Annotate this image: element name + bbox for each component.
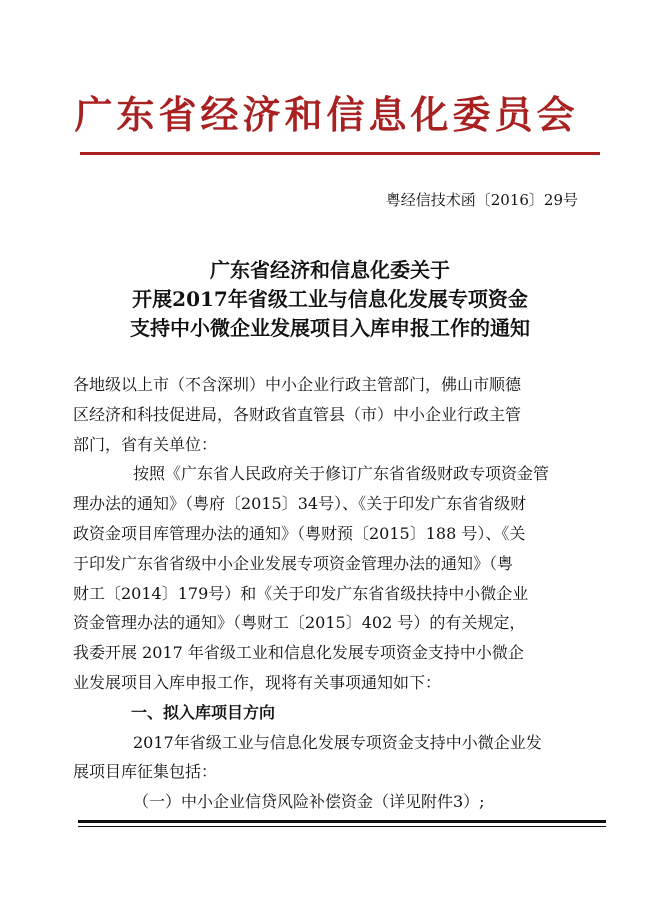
paragraph-line: 于印发广东省省级中小企业发展专项资金管理办法的通知》（粤 <box>73 553 514 573</box>
list-item: （一）中小企业信贷风险补偿资金（详见附件3）; <box>133 792 485 812</box>
paragraph-line: 展项目库征集包括： <box>73 762 218 782</box>
paragraph-line: 业发展项目入库申报工作，现将有关事项通知如下： <box>73 672 442 692</box>
recipients-line: 各地级以上市（不含深圳）中小企业行政主管部门，佛山市顺德 <box>73 375 522 394</box>
paragraph-line: 按照《广东省人民政府关于修订广东省省级财政专项资金管 <box>133 464 550 484</box>
title-line: 广东省经济和信息化委关于 <box>210 258 450 282</box>
paragraph-line: 政资金项目库管理办法的通知》（粤财预〔2015〕188 号）、《关 <box>73 523 526 543</box>
org-header-title: 广东省经济和信息化委员会 <box>74 92 579 137</box>
title-line: 支持中小微企业发展项目入库申报工作的通知 <box>130 316 530 340</box>
notice-body <box>73 370 563 817</box>
footer-rule <box>78 820 606 823</box>
footer-rule-thin <box>78 826 606 827</box>
paragraph-line: 资金管理办法的通知》（粤财工〔2015〕402 号）的有关规定， <box>73 613 526 633</box>
notice-title <box>90 256 570 343</box>
paragraph-line: 2017年省级工业与信息化发展专项资金支持中小微企业发 <box>133 732 542 752</box>
document-number: 粤经信技术函〔2016〕29号 <box>385 191 578 209</box>
paragraph-line: 理办法的通知》（粤府〔2015〕34号）、《关于印发广东省省级财 <box>73 494 527 514</box>
paragraph-line: 我委开展 2017 年省级工业和信息化发展专项资金支持中小微企 <box>73 643 524 663</box>
title-line: 开展2017年省级工业与信息化发展专项资金 <box>132 287 528 311</box>
paragraph-line: 财工〔2014〕179号）和《关于印发广东省省级扶持中小微企业 <box>73 583 529 603</box>
recipients-line: 部门，省有关单位： <box>73 434 218 454</box>
header-red-rule <box>80 152 600 155</box>
recipients-line: 区经济和科技促进局，各财政省直管县（市）中小企业行政主管 <box>73 404 522 424</box>
section-heading: 一、拟入库项目方向 <box>131 702 276 722</box>
